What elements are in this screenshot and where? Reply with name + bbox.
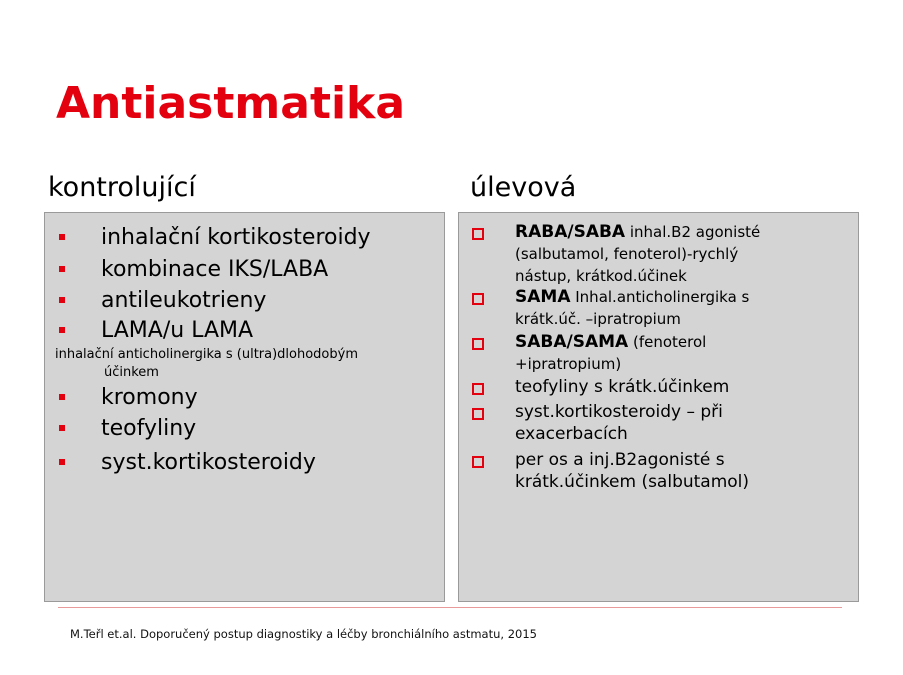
list-item-text: syst.kortikosteroidy	[101, 450, 316, 475]
list-item-text: inhalační kortikosteroidy	[101, 225, 371, 250]
hollow-square-bullet-icon	[472, 228, 484, 240]
drug-class-text: syst.kortikosteroidy – při	[515, 402, 723, 422]
square-bullet-icon	[59, 394, 65, 400]
drug-class-desc: nástup, krátkod.účinek	[515, 267, 687, 285]
reliever-drugs-panel	[458, 212, 859, 602]
lama-note-line1: inhalační anticholinergika s (ultra)dlohodobým	[55, 347, 358, 362]
hollow-square-bullet-icon	[472, 408, 484, 420]
drug-class-text: krátk.účinkem (salbutamol)	[515, 472, 750, 492]
drug-class-desc: +ipratropium)	[515, 355, 622, 373]
square-bullet-icon	[59, 459, 65, 465]
square-bullet-icon	[59, 425, 65, 431]
square-bullet-icon	[59, 297, 65, 303]
square-bullet-icon	[59, 327, 65, 333]
drug-class-text: teofyliny s krátk.účinkem	[515, 377, 730, 397]
hollow-square-bullet-icon	[472, 456, 484, 468]
drug-class-bold: RABA/SABA	[515, 222, 626, 242]
drug-class-bold: SABA/SAMA	[515, 332, 629, 352]
hollow-square-bullet-icon	[472, 293, 484, 305]
hollow-square-bullet-icon	[472, 338, 484, 350]
drug-class-desc: Inhal.anticholinergika s	[570, 288, 750, 306]
list-item-text: kromony	[101, 385, 198, 410]
drug-class-bold: SAMA	[515, 287, 571, 307]
footer-divider	[58, 607, 842, 608]
controller-drugs-panel	[44, 212, 445, 602]
drug-class-desc: krátk.úč. –ipratropium	[515, 310, 681, 328]
drug-class-text: per os a inj.B2agonisté s	[515, 450, 725, 470]
hollow-square-bullet-icon	[472, 383, 484, 395]
list-item-text: kombinace IKS/LABA	[101, 257, 329, 282]
square-bullet-icon	[59, 234, 65, 240]
drug-class-desc: (salbutamol, fenoterol)-rychlý	[515, 245, 739, 263]
right-column-heading: úlevová	[470, 172, 577, 203]
slide-title: Antiastmatika	[56, 78, 406, 129]
list-item-text: antileukotrieny	[101, 288, 267, 313]
lama-note-line2: účinkem	[104, 365, 159, 380]
list-item-text: teofyliny	[101, 416, 197, 441]
footer-citation: M.Teřl et.al. Doporučený postup diagnostiky a léčby bronchiálního astmatu, 2015	[70, 627, 537, 641]
square-bullet-icon	[59, 266, 65, 272]
left-column-heading: kontrolující	[48, 172, 196, 203]
drug-class-desc: (fenoterol	[628, 333, 707, 351]
drug-class-text: exacerbacích	[515, 424, 628, 444]
drug-class-desc: inhal.B2 agonisté	[625, 223, 761, 241]
list-item-text: LAMA/u LAMA	[101, 318, 254, 343]
